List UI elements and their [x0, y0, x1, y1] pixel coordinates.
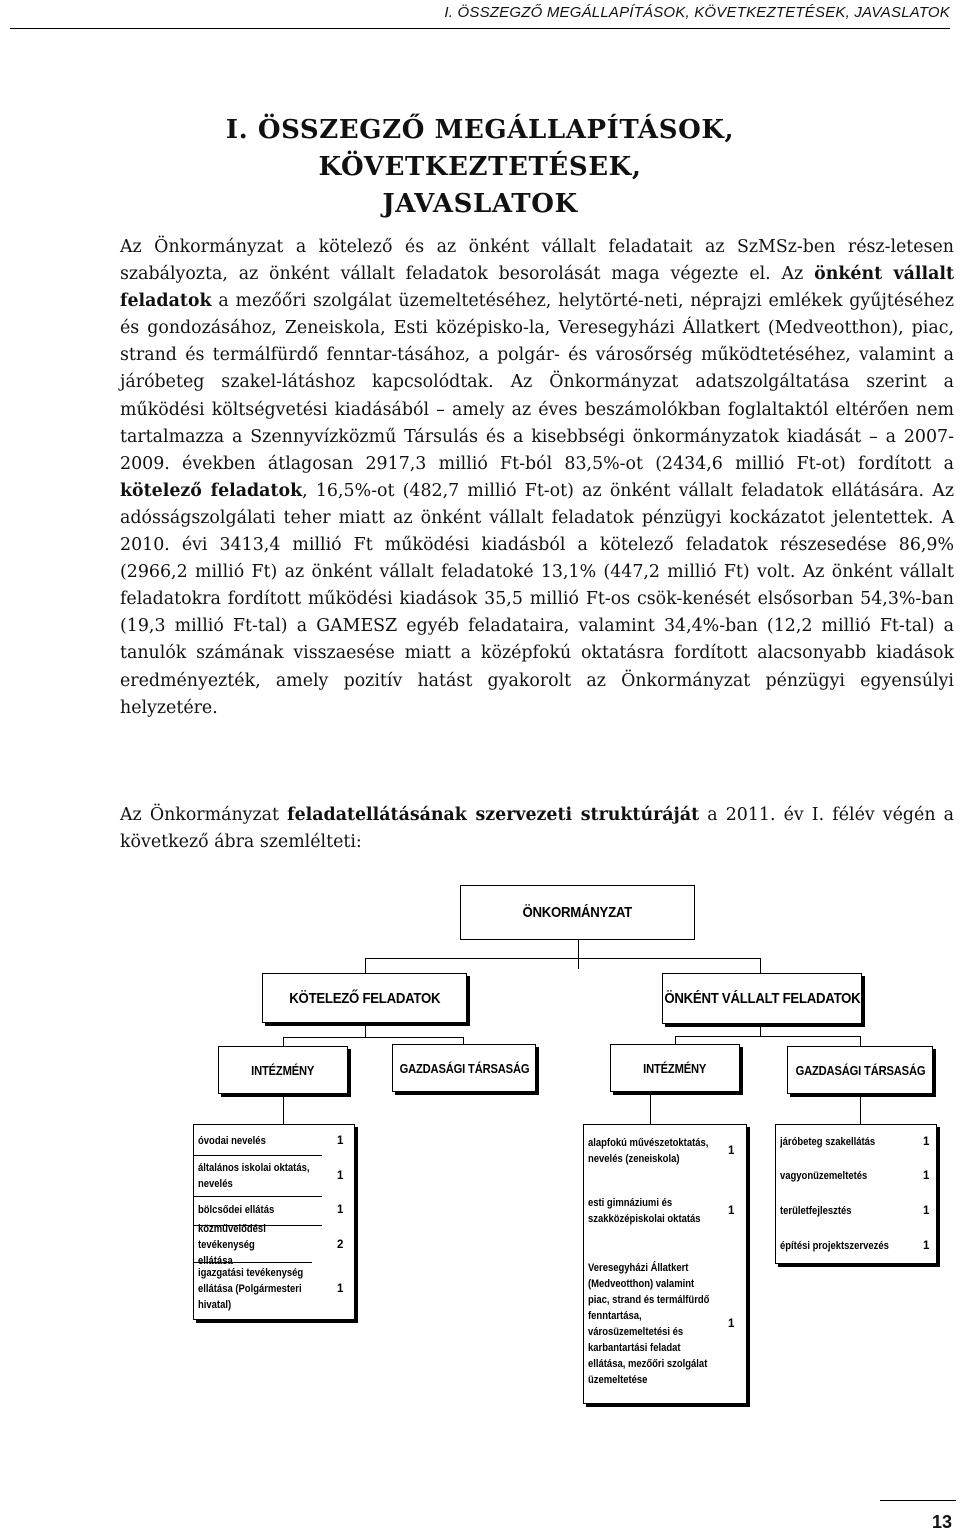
- p1-text-3: , 16,5%-ot (482,7 millió Ft-ot) az önként vállalt feladatok ellátására. Az adósságszolgálati teher miatt az önként vállalt feladatok pénzügyi kockázatot jelentettek. A 2010. évi 3413,4 millió Ft működési kiadásból a kötelező feladatok részesedése 86,9% (2966,2 millió Ft) az önként vállalt feladatoké 13,1% (447,2 millió Ft) volt. Az önként vállalt feladatokra fordított működési kiadások 35,5 millió Ft-os csök-kenését elsősorban 54,3%-ban (19,3 millió Ft-tal) a GAMESZ egyéb feladataira, valamint 34,4%-ban (12,2 millió Ft-tal) a tanulók számának visszaesése miatt a középfokú oktatásra fordított alacsonyabb kiadások eredményezték, amely pozitív hatást gyakorolt az Önkormányzat pénzügyi egyensúlyi helyzetére.: [120, 480, 954, 718]
- connector-mandatory-down: [365, 1023, 366, 1037]
- org-company-box-1: [392, 1044, 536, 1092]
- detail-row: [584, 1133, 746, 1169]
- detail-label: területfejlesztés: [780, 1205, 852, 1217]
- detail-count: 1: [337, 1135, 344, 1147]
- page-number: 13: [931, 1512, 952, 1532]
- detail-row: [194, 1263, 354, 1315]
- detail-label: Veresegyházi Állatkert (Medveotthon) valamint piac, strand és termálfürdő fenntartása, városüzemeltetési és karbantartási feladat ellátása, mezőőri szolgálat üzemeltetése: [588, 1262, 710, 1386]
- detail-label: vagyonüzemeltetés: [780, 1170, 868, 1182]
- detail-row: [584, 1251, 746, 1397]
- detail-row: [194, 1200, 354, 1220]
- detail-label: járóbeteg szakellátás: [780, 1136, 876, 1148]
- detail-box-voluntary-companies: [775, 1124, 937, 1264]
- org-institution-box-1: [218, 1046, 348, 1094]
- detail-box-voluntary-institutions: [583, 1124, 747, 1404]
- detail-divider: [194, 1155, 322, 1156]
- org-mandatory-box: [262, 973, 467, 1023]
- org-institution-box-2: [610, 1044, 740, 1092]
- connector-voluntary-bar: [675, 1036, 860, 1037]
- connector-root: [578, 939, 579, 969]
- footer-rule: [880, 1500, 956, 1501]
- detail-row: [194, 1131, 354, 1151]
- p1-bold-mandatory: kötelező feladatok: [120, 480, 303, 501]
- org-root-label: ÖNKORMÁNYZAT: [522, 904, 633, 921]
- detail-row: [194, 1159, 354, 1193]
- chapter-title-line2: JAVASLATOK: [382, 189, 578, 219]
- connector-level2-bar: [365, 958, 760, 959]
- detail-label: építési projektszervezés: [780, 1240, 889, 1252]
- detail-row: [194, 1223, 354, 1267]
- p2-text-1: Az Önkormányzat: [120, 805, 288, 825]
- org-company-label-1: GAZDASÁGI TÁRSASÁG: [399, 1060, 529, 1076]
- detail-row: [776, 1200, 936, 1222]
- detail-count: 1: [923, 1170, 930, 1182]
- detail-count: 1: [337, 1283, 344, 1295]
- connector-box2: [650, 1092, 651, 1124]
- running-header: I. ÖSSZEGZŐ MEGÁLLAPÍTÁSOK, KÖVETKEZTETÉSEK, JAVASLATOK: [444, 4, 950, 21]
- detail-label: alapfokú művészetoktatás, nevelés (zeneiskola): [588, 1137, 709, 1165]
- connector-box3: [860, 1094, 861, 1124]
- p1-text-2: a mezőőri szolgálat üzemeltetéséhez, helytörté-neti, néprajzi emlékek gyűjtéséhez és gondozásához, Zeneiskola, Esti középisko-la, Veresegyházi Állatkert (Medveotthon), piac, strand és termálfürdő fenntar-tásához, a polgár- és városőrség működtetéséhez, valamint a járóbeteg szakel-látáshoz kapcsolódtak. Az Önkormányzat adatszolgáltatása szerint a működési költségvetési kiadásából – amely az éves beszámolókban foglaltaktól eltérően nem tartalmazza a Szennyvízközmű Társulás és a kisebbségi önkormányzatok kiadását – a 2007-2009. években átlagosan 2917,3 millió Ft-ból 83,5%-ot (2434,6 millió Ft-ot) fordított a: [120, 291, 954, 474]
- chapter-title-line1: I. ÖSSZEGZŐ MEGÁLLAPÍTÁSOK, KÖVETKEZTETÉSEK,: [225, 115, 735, 182]
- detail-count: 1: [728, 1205, 735, 1217]
- org-company-label-2: GAZDASÁGI TÁRSASÁG: [795, 1062, 925, 1078]
- detail-count: 1: [337, 1204, 344, 1216]
- org-institution-label-1: INTÉZMÉNY: [251, 1062, 315, 1078]
- detail-row: [584, 1193, 746, 1229]
- connector-mandatory-bar: [283, 1037, 463, 1038]
- detail-label: általános iskolai oktatás, nevelés: [198, 1162, 310, 1190]
- p2-text-2: a 2011. év I. félév végén a következő ábra szemlélteti:: [120, 805, 954, 853]
- detail-row: [776, 1131, 936, 1153]
- connector-mandatory: [365, 958, 366, 974]
- detail-label: esti gimnáziumi és szakközépiskolai oktatás: [588, 1197, 701, 1225]
- detail-count: 1: [923, 1136, 930, 1148]
- connector-v-gt: [860, 1036, 861, 1046]
- detail-count: 1: [923, 1205, 930, 1217]
- detail-divider: [194, 1196, 322, 1197]
- org-company-box-2: [787, 1046, 933, 1094]
- detail-count: 1: [728, 1145, 735, 1157]
- detail-label: bölcsődei ellátás: [198, 1204, 275, 1216]
- org-voluntary-label: ÖNKÉNT VÁLLALT FELADATOK: [663, 990, 861, 1007]
- connector-voluntary-down: [760, 1024, 761, 1036]
- org-mandatory-label: KÖTELEZŐ FELADATOK: [289, 989, 440, 1007]
- detail-count: 1: [337, 1170, 344, 1182]
- org-voluntary-box: [662, 973, 862, 1024]
- detail-count: 1: [728, 1318, 735, 1330]
- connector-voluntary: [760, 958, 761, 974]
- p2-bold-structure: feladatellátásának szervezeti struktúráját: [287, 805, 700, 825]
- detail-count: 1: [923, 1240, 930, 1252]
- detail-label: közművelődési tevékenység ellátása: [198, 1223, 266, 1267]
- p1-bold-voluntary: önként vállalt feladatok: [120, 264, 954, 312]
- connector-box1: [283, 1094, 284, 1124]
- detail-count: 2: [337, 1239, 344, 1251]
- detail-row: [776, 1235, 936, 1257]
- p1-text-1: Az Önkormányzat a kötelező és az önként vállalt feladatait az SzMSz-ben rész-letesen szabályozta, az önként vállalt feladatok besorolását maga végezte el. Az: [120, 237, 954, 285]
- org-root-box: [460, 885, 695, 940]
- org-institution-label-2: INTÉZMÉNY: [643, 1060, 707, 1076]
- detail-label: igazgatási tevékenység ellátása (Polgármesteri hivatal): [198, 1267, 304, 1311]
- detail-row: [776, 1165, 936, 1187]
- detail-box-mandatory-institutions: [193, 1124, 355, 1320]
- detail-label: óvodai nevelés: [198, 1135, 266, 1147]
